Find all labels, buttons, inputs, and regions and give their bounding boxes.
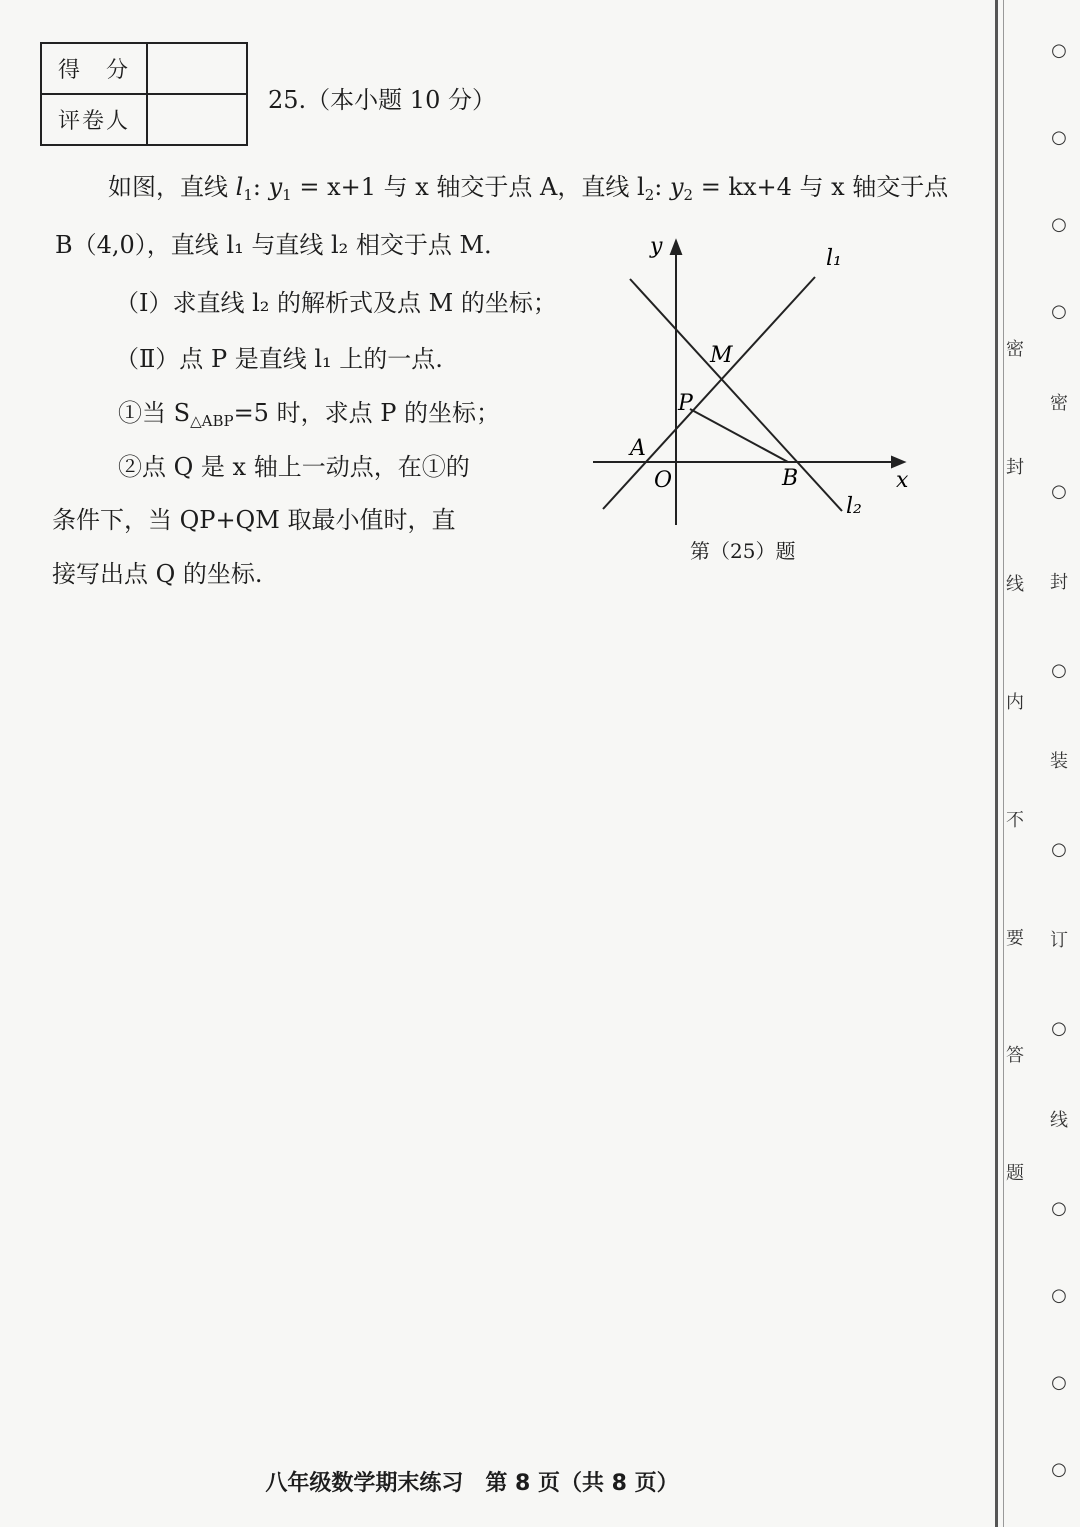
question-sub2-line3: 接写出点 Q 的坐标.	[52, 560, 263, 588]
label-o: O	[654, 468, 673, 493]
binding-notice-outer	[1000, 335, 1030, 1185]
grader-cell[interactable]	[147, 94, 247, 145]
label-b: B	[782, 466, 799, 491]
question-title: 25.（本小题 10 分）	[268, 86, 496, 114]
question-part1: （Ⅰ）求直线 l₂ 的解析式及点 M 的坐标；	[115, 289, 557, 317]
seal-circle-icon: ○	[1051, 1459, 1067, 1480]
score-label: 得 分	[41, 43, 147, 94]
seal-circle-icon: ○	[1051, 659, 1067, 681]
margin-char: 封	[1006, 456, 1024, 478]
margin-char: 封	[1050, 571, 1068, 593]
seal-circle-icon: ○	[1051, 839, 1067, 861]
margin-char: 不	[1006, 809, 1024, 831]
question-part2: （Ⅱ）点 P 是直线 l₁ 上的一点.	[115, 345, 443, 373]
seal-circle-icon: ○	[1051, 1371, 1067, 1393]
seal-circle-icon: ○	[1051, 1197, 1067, 1219]
seal-circle-icon: ○	[1051, 127, 1067, 149]
page-footer: 八年级数学期末练习 第 8 页（共 8 页）	[265, 1471, 679, 1496]
margin-char: 订	[1050, 930, 1068, 952]
margin-char: 线	[1050, 1109, 1068, 1131]
score-cell[interactable]	[147, 43, 247, 94]
seal-circle-icon: ○	[1051, 1018, 1067, 1040]
question-sub1: ①当 $S_{\triangle ABP}=5$ 时，求点 P 的坐标；	[118, 399, 500, 430]
x-axis-arrow	[892, 457, 904, 467]
label-l2: l₂	[846, 494, 862, 519]
margin-char: 要	[1006, 927, 1024, 949]
figure-caption: 第（25）题	[690, 539, 796, 563]
margin-char: 线	[1006, 574, 1024, 596]
margin-char: 密	[1006, 339, 1024, 360]
label-y: y	[650, 234, 663, 259]
grader-label: 评卷人	[41, 94, 147, 145]
seal-circle-icon: ○	[1051, 1284, 1067, 1306]
question-sub2-line1: ②点 Q 是 x 轴上一动点，在①的	[118, 453, 470, 481]
label-x: x	[896, 468, 909, 493]
label-l1: l₁	[826, 246, 842, 271]
seal-circle-icon: ○	[1051, 480, 1067, 502]
coordinate-figure	[588, 225, 918, 525]
seal-circle-icon: ○	[1051, 40, 1067, 61]
question-sub2-line2: 条件下，当 QP+QM 取最小值时，直	[52, 506, 456, 534]
binding-notice-inner	[1044, 40, 1074, 1480]
label-a: A	[630, 436, 646, 461]
y-axis-arrow	[671, 241, 681, 254]
margin-char: 密	[1050, 392, 1068, 414]
label-p: P	[678, 391, 693, 416]
label-m: M	[710, 343, 733, 368]
margin-char: 装	[1050, 751, 1068, 772]
margin-char: 内	[1006, 692, 1024, 714]
score-table	[40, 42, 248, 146]
margin-char: 答	[1006, 1045, 1024, 1067]
question-intro-line1: 如图，直线 $l_1$: $y_1 = x+1$ 与 x 轴交于点 A，直线 $l_2$: $y_2 = kx+4$ 与 x 轴交于点	[108, 173, 949, 204]
seal-circle-icon: ○	[1051, 214, 1067, 236]
question-intro-line2: B（4,0），直线 l₁ 与直线 l₂ 相交于点 M．	[55, 231, 509, 259]
binding-line	[995, 0, 998, 1527]
seal-circle-icon: ○	[1051, 301, 1067, 323]
margin-char: 题	[1006, 1162, 1024, 1184]
